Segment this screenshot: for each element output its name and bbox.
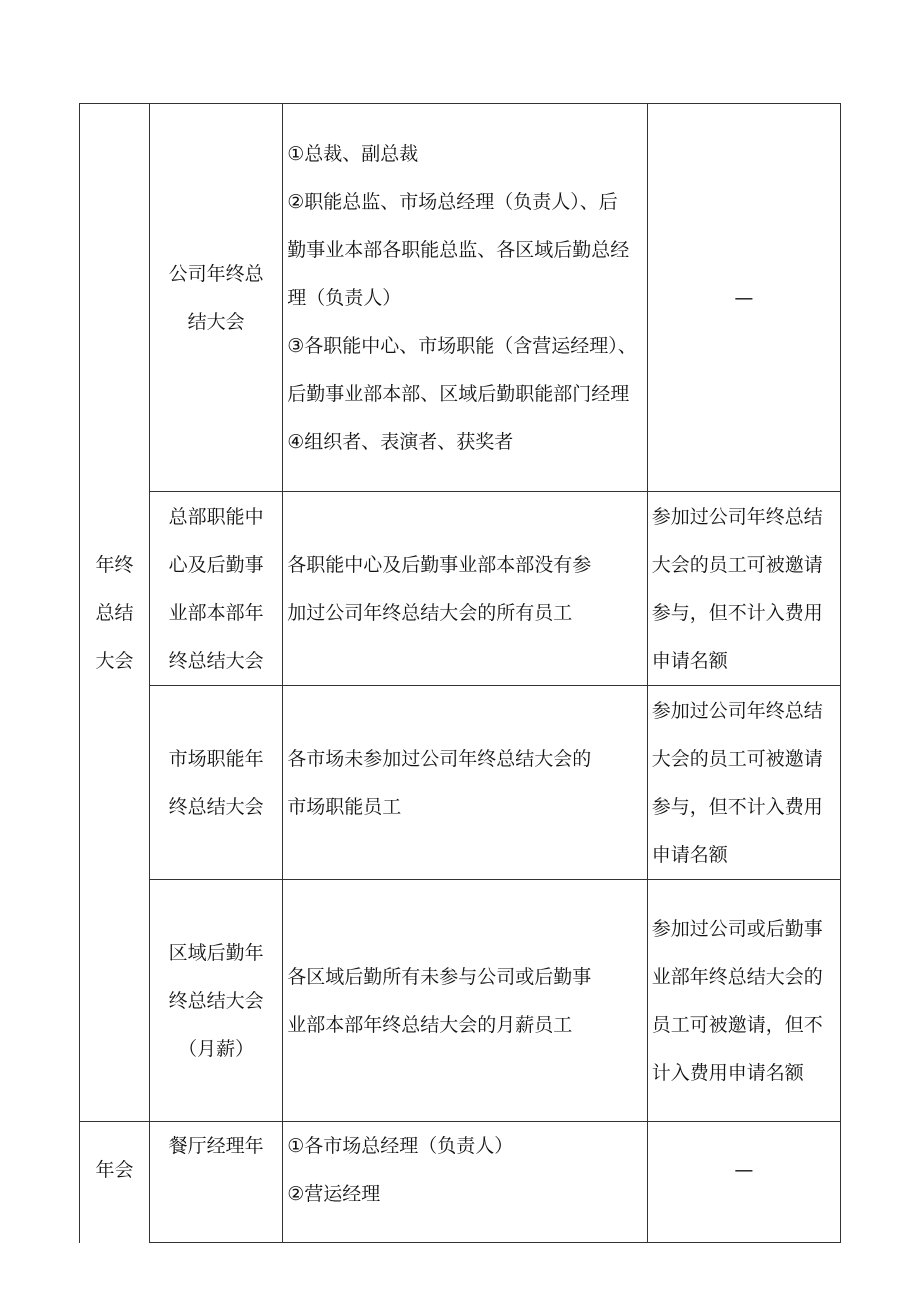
note-line: 参与，但不计入费用 bbox=[651, 795, 823, 818]
note-cell bbox=[647, 104, 840, 492]
table-row bbox=[80, 686, 841, 880]
meeting-line: 总部职能中 bbox=[168, 505, 264, 528]
note-line: 业部年终总结大会的 bbox=[651, 965, 823, 988]
note-line: 参与，但不计入费用 bbox=[651, 601, 823, 624]
meeting-line: 区域后勤年 bbox=[168, 941, 264, 964]
attendees-cell bbox=[283, 686, 647, 880]
note-cell bbox=[647, 880, 840, 1122]
note-line: 大会的员工可被邀请 bbox=[651, 747, 823, 770]
attendees-line: ②职能总监、市场总经理（负责人）、后 bbox=[287, 190, 618, 213]
table-row bbox=[80, 880, 841, 1122]
attendees-line: 各市场未参加过公司年终总结大会的 bbox=[287, 747, 592, 770]
attendees-line: 后勤事业部本部、区域后勤职能部门经理 bbox=[287, 382, 630, 405]
category-line: 年会 bbox=[95, 1159, 134, 1181]
meeting-line: 餐厅经理年 bbox=[168, 1135, 264, 1157]
attendees-cell bbox=[283, 1122, 647, 1243]
category-line: 年终 bbox=[95, 553, 134, 576]
meeting-line: 业部本部年 bbox=[168, 601, 264, 624]
category-line: 总结 bbox=[95, 601, 134, 624]
table-row bbox=[80, 492, 841, 686]
meeting-line: 结大会 bbox=[187, 310, 245, 333]
meeting-line: 终总结大会 bbox=[168, 989, 264, 1012]
note-line: 员工可被邀请，但不 bbox=[651, 1013, 823, 1036]
category-line: 大会 bbox=[95, 649, 134, 672]
category-cell bbox=[80, 104, 150, 1122]
category-cell bbox=[80, 1122, 150, 1243]
meeting-line: 市场职能年 bbox=[168, 747, 264, 770]
table-row bbox=[80, 104, 841, 492]
attendees-line: ④组织者、表演者、获奖者 bbox=[287, 430, 514, 453]
meeting-line: 终总结大会 bbox=[168, 649, 264, 672]
attendees-cell bbox=[283, 880, 647, 1122]
meeting-cell bbox=[150, 686, 283, 880]
attendees-line: ①总裁、副总裁 bbox=[287, 142, 419, 165]
note-line: 大会的员工可被邀请 bbox=[651, 553, 823, 576]
attendance-table bbox=[79, 103, 841, 1243]
attendees-line: ②营运经理 bbox=[287, 1183, 381, 1205]
meeting-line: 终总结大会 bbox=[168, 795, 264, 818]
note-line: 参加过公司或后勤事 bbox=[651, 917, 823, 940]
attendees-line: 各职能中心及后勤事业部本部没有参 bbox=[287, 553, 592, 576]
note-line: 申请名额 bbox=[651, 649, 728, 672]
attendees-line: ①各市场总经理（负责人） bbox=[287, 1135, 514, 1157]
attendees-line: 勤事业本部各职能总监、各区域后勤总经 bbox=[287, 238, 630, 261]
meeting-line: 公司年终总 bbox=[168, 262, 264, 285]
attendees-line: 各区域后勤所有未参与公司或后勤事 bbox=[287, 965, 592, 988]
attendees-cell bbox=[283, 104, 647, 492]
attendees-line: 市场职能员工 bbox=[287, 795, 402, 818]
note-cell bbox=[647, 1122, 840, 1243]
note-line: 计入费用申请名额 bbox=[651, 1061, 804, 1084]
attendees-cell bbox=[283, 492, 647, 686]
attendees-line: 理（负责人） bbox=[287, 286, 402, 309]
attendees-line: ③各职能中心、市场职能（含营运经理）、 bbox=[287, 334, 637, 357]
note-cell bbox=[647, 686, 840, 880]
attendees-line: 加过公司年终总结大会的所有员工 bbox=[287, 601, 573, 624]
meeting-cell bbox=[150, 104, 283, 492]
note-dash: — bbox=[734, 286, 754, 309]
note-dash: — bbox=[734, 1159, 754, 1181]
meeting-line: （月薪） bbox=[178, 1037, 255, 1060]
meeting-cell bbox=[150, 880, 283, 1122]
note-cell bbox=[647, 492, 840, 686]
table-row bbox=[80, 1122, 841, 1243]
note-line: 申请名额 bbox=[651, 843, 728, 866]
note-line: 参加过公司年终总结 bbox=[651, 505, 823, 528]
meeting-cell bbox=[150, 492, 283, 686]
meeting-cell bbox=[150, 1122, 283, 1243]
meeting-line: 心及后勤事 bbox=[168, 553, 264, 576]
note-line: 参加过公司年终总结 bbox=[651, 699, 823, 722]
attendees-line: 业部本部年终总结大会的月薪员工 bbox=[287, 1013, 573, 1036]
